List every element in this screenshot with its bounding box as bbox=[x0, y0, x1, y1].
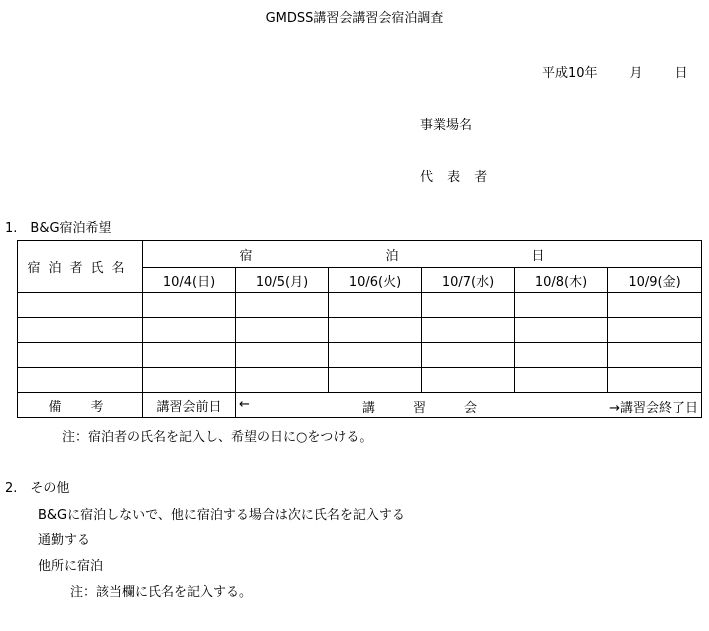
stay-cell[interactable] bbox=[329, 368, 422, 393]
date-col-4: 10/7(水) bbox=[422, 268, 515, 293]
date-era: 平成10年 bbox=[542, 66, 598, 81]
stay-cell[interactable] bbox=[608, 318, 702, 343]
remarks-pre-day: 講習会前日 bbox=[143, 393, 236, 418]
table-row bbox=[18, 368, 702, 393]
section2-line-commute: 通勤する bbox=[38, 533, 91, 548]
stay-cell[interactable] bbox=[329, 293, 422, 318]
stay-cell[interactable] bbox=[422, 368, 515, 393]
date-col-6: 10/9(金) bbox=[608, 268, 702, 293]
table-row bbox=[18, 293, 702, 318]
stay-cell[interactable] bbox=[236, 318, 329, 343]
stay-cell[interactable] bbox=[143, 343, 236, 368]
stay-cell[interactable] bbox=[515, 368, 608, 393]
arrow-left-icon: ← bbox=[239, 397, 250, 412]
stay-cell[interactable] bbox=[329, 318, 422, 343]
stay-cell[interactable] bbox=[608, 293, 702, 318]
stay-cell[interactable] bbox=[422, 318, 515, 343]
table-row bbox=[18, 343, 702, 368]
date-month: 月 bbox=[629, 66, 643, 81]
lecture-period bbox=[236, 393, 702, 418]
guest-name-cell[interactable] bbox=[18, 343, 143, 368]
stay-cell[interactable] bbox=[422, 293, 515, 318]
stay-cell[interactable] bbox=[236, 343, 329, 368]
stay-cell[interactable] bbox=[515, 343, 608, 368]
stay-cell[interactable] bbox=[236, 293, 329, 318]
stay-cell[interactable] bbox=[422, 343, 515, 368]
guest-name-cell[interactable] bbox=[18, 318, 143, 343]
table-row bbox=[18, 318, 702, 343]
section1-heading: 1. B&G宿泊希望 bbox=[5, 221, 112, 236]
stay-cell[interactable] bbox=[329, 343, 422, 368]
stay-cell[interactable] bbox=[143, 293, 236, 318]
date-col-3: 10/6(火) bbox=[329, 268, 422, 293]
section1-note: 注：宿泊者の氏名を記入し、希望の日に○をつける。 bbox=[62, 430, 373, 445]
representative-label: 代 表 者 bbox=[420, 170, 493, 185]
stay-cell[interactable] bbox=[143, 368, 236, 393]
office-label: 事業場名 bbox=[420, 118, 473, 133]
guest-name-cell[interactable] bbox=[18, 293, 143, 318]
lecture-end-label: →講習会終了日 bbox=[609, 401, 699, 416]
date-line bbox=[542, 66, 688, 82]
guest-name-cell[interactable] bbox=[18, 368, 143, 393]
date-col-5: 10/8(木) bbox=[515, 268, 608, 293]
date-col-2: 10/5(月) bbox=[236, 268, 329, 293]
stay-cell[interactable] bbox=[515, 318, 608, 343]
section2-line-other-lodging: B&Gに宿泊しないで、他に宿泊する場合は次に氏名を記入する bbox=[38, 508, 405, 523]
remarks-row bbox=[18, 393, 702, 418]
stay-cell[interactable] bbox=[515, 293, 608, 318]
stay-date-header: 宿 泊 日 bbox=[143, 241, 702, 268]
guest-name-header: 宿泊者氏名 bbox=[18, 241, 143, 293]
lodging-table bbox=[17, 240, 702, 418]
stay-cell[interactable] bbox=[236, 368, 329, 393]
document-title: GMDSS講習会講習会宿泊調査 bbox=[265, 11, 444, 26]
remarks-label: 備 考 bbox=[18, 393, 143, 418]
lecture-label: 講習会 bbox=[362, 401, 516, 416]
section2-note: 注：該当欄に氏名を記入する。 bbox=[70, 585, 253, 600]
section2-line-elsewhere: 他所に宿泊 bbox=[38, 559, 104, 574]
stay-cell[interactable] bbox=[143, 318, 236, 343]
date-day: 日 bbox=[674, 66, 688, 81]
section2-heading: 2. その他 bbox=[5, 481, 70, 496]
date-col-1: 10/4(日) bbox=[143, 268, 236, 293]
stay-cell[interactable] bbox=[608, 368, 702, 393]
stay-cell[interactable] bbox=[608, 343, 702, 368]
